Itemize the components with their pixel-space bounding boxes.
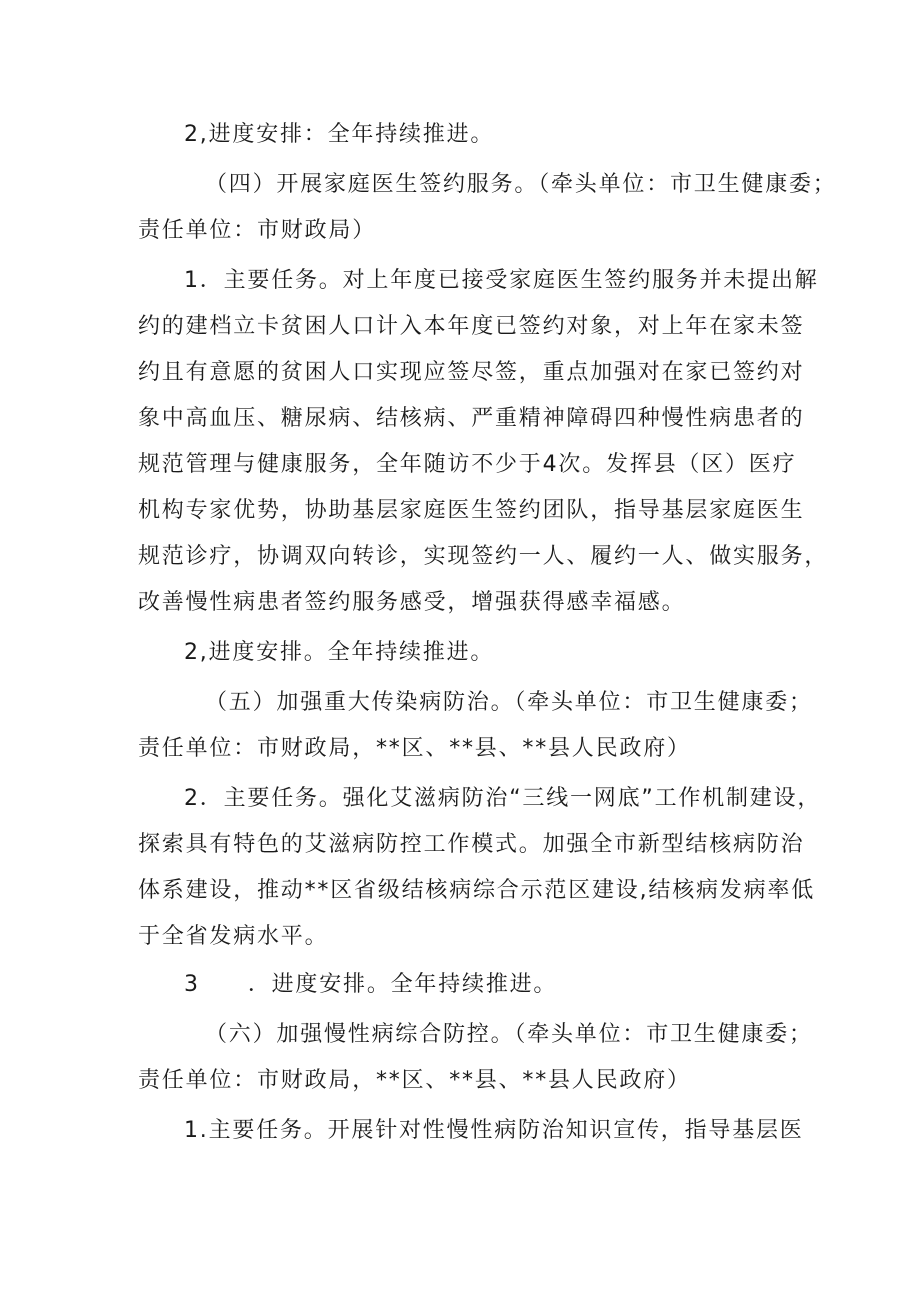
task-paragraph-line: 约的建档立卡贫困人口计入本年度已签约对象，对上年在家未签 (138, 314, 805, 339)
progress-line-3-text: ．进度安排。全年持续推进。 (247, 972, 558, 997)
section-4-heading-cont: 责任单位：市财政局） (138, 218, 377, 243)
task-paragraph-2-line: 2．主要任务。强化艾滋病防治“三线一网底”工作机制建设， (184, 786, 822, 811)
task-paragraph-line: 象中高血压、糖尿病、结核病、严重精神障碍四种慢性病患者的 (138, 406, 805, 431)
progress-line-3 (184, 968, 844, 1002)
task-paragraph-line: 规范管理与健康服务，全年随访不少于4次。发挥县（区）医疗 (138, 452, 797, 477)
section-4-heading: （四）开展家庭医生签约服务。（牵头单位：市卫生健康委； (205, 172, 837, 197)
task-paragraph-2-line: 于全省发病水平。 (138, 924, 329, 949)
section-5-heading: （五）加强重大传染病防治。（牵头单位：市卫生健康委； (205, 690, 813, 715)
task-paragraph-3-line: 1.主要任务。开展针对性慢性病防治知识宣传，指导基层医 (184, 1118, 804, 1143)
task-paragraph-line: 规范诊疗，协调双向转诊，实现签约一人、履约一人、做实服务， (138, 544, 829, 569)
task-paragraph-2-line: 体系建设，推动**区省级结核病综合示范区建设,结核病发病率低 (138, 878, 815, 903)
section-6-heading-cont: 责任单位：市财政局，**区、**县、**县人民政府） (138, 1068, 691, 1093)
task-paragraph-line: 约且有意愿的贫困人口实现应签尽签，重点加强对在家已签约对 (138, 360, 805, 385)
progress-line-1: 2,进度安排：全年持续推进。 (184, 122, 495, 147)
task-paragraph-line: 改善慢性病患者签约服务感受，增强获得感幸福感。 (138, 590, 686, 615)
section-5-heading-cont: 责任单位：市财政局，**区、**县、**县人民政府） (138, 736, 691, 761)
task-paragraph-line: 1．主要任务。对上年度已接受家庭医生签约服务并未提出解 (184, 268, 819, 293)
section-6-heading: （六）加强慢性病综合防控。（牵头单位：市卫生健康委； (205, 1022, 813, 1047)
progress-line-2: 2,进度安排。全年持续推进。 (184, 640, 495, 665)
task-paragraph-line: 机构专家优势，协助基层家庭医生签约团队，指导基层家庭医生 (138, 498, 805, 523)
task-paragraph-2-line: 探索具有特色的艾滋病防控工作模式。加强全市新型结核病防治 (138, 832, 805, 857)
progress-line-3-number: 3 (184, 972, 200, 997)
